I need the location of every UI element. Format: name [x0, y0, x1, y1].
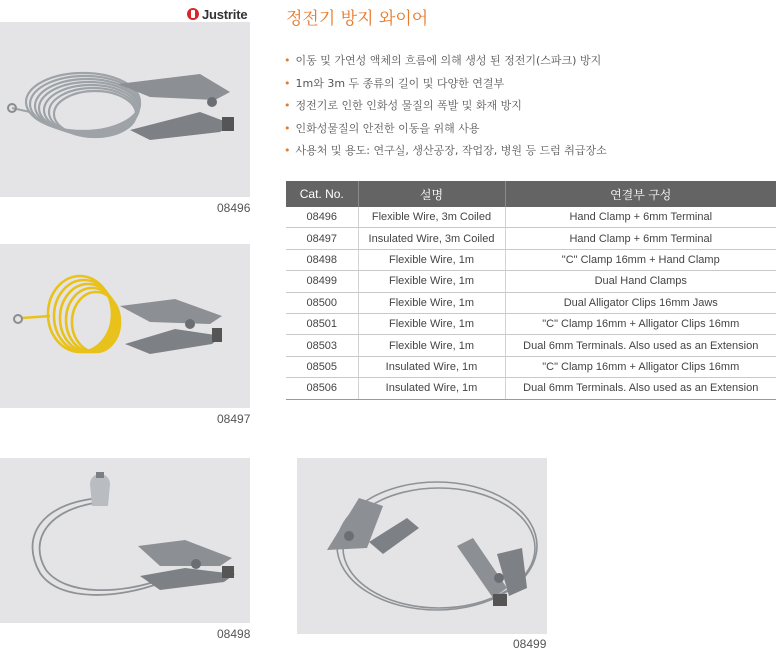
- table-row: [286, 249, 776, 270]
- photo-code-08498: 08498: [217, 627, 251, 641]
- product-photo-08499: [297, 458, 547, 634]
- cell-description: Insulated Wire, 3m Coiled: [358, 228, 505, 249]
- cell-connector: Dual Hand Clamps: [505, 271, 776, 292]
- cell-connector: Hand Clamp + 6mm Terminal: [505, 207, 776, 228]
- feature-text: 사용처 및 용도: 연구실, 생산공장, 작업장, 병원 등 드럼 취급장소: [295, 144, 607, 157]
- photo-code-08496: 08496: [217, 201, 251, 215]
- cell-description: Flexible Wire, 3m Coiled: [358, 207, 505, 228]
- feature-item: [284, 50, 607, 73]
- cell-connector: "C" Clamp 16mm + Alligator Clips 16mm: [505, 356, 776, 377]
- bullet-icon: •: [284, 121, 291, 135]
- brand-logo: [187, 5, 247, 23]
- cell-description: Insulated Wire, 1m: [358, 356, 505, 377]
- cell-cat-no: 08499: [286, 271, 358, 292]
- table-row: [286, 228, 776, 249]
- cell-cat-no: 08506: [286, 378, 358, 399]
- feature-list: [284, 50, 607, 163]
- table-row: [286, 378, 776, 399]
- feature-text: 정전기로 인한 인화성 물질의 폭발 및 화재 방지: [295, 99, 522, 112]
- brand-mark-icon: [187, 8, 199, 20]
- product-photo-08497: [0, 244, 250, 408]
- photo-code-08497: 08497: [217, 412, 251, 426]
- product-photo-08498: [0, 458, 250, 623]
- table-row: [286, 271, 776, 292]
- cell-description: Flexible Wire, 1m: [358, 335, 505, 356]
- page-title: 정전기 방지 와이어: [286, 9, 429, 29]
- feature-text: 인화성물질의 안전한 이동을 위해 사용: [295, 121, 480, 135]
- cell-description: Insulated Wire, 1m: [358, 378, 505, 399]
- brand-name: Justrite: [202, 6, 248, 22]
- feature-text: 1m와 3m 두 종류의 길이 및 다양한 연결부: [295, 76, 505, 90]
- table-row: [286, 292, 776, 313]
- table-row: [286, 356, 776, 377]
- feature-text: 이동 및 가연성 액체의 흐름에 의해 생성 된 정전기(스파크) 방지: [295, 54, 602, 67]
- table-row: [286, 207, 776, 228]
- cell-cat-no: 08498: [286, 249, 358, 270]
- cell-description: Flexible Wire, 1m: [358, 313, 505, 334]
- cell-connector: Dual Alligator Clips 16mm Jaws: [505, 292, 776, 313]
- product-photo-08496: [0, 22, 250, 197]
- cell-connector: Hand Clamp + 6mm Terminal: [505, 228, 776, 249]
- col-header-cat-no: Cat. No.: [286, 181, 358, 207]
- cell-cat-no: 08500: [286, 292, 358, 313]
- spec-table: [286, 181, 776, 400]
- bullet-icon: •: [284, 76, 291, 90]
- bullet-icon: •: [284, 99, 291, 112]
- table-header-row: [286, 181, 776, 207]
- cell-cat-no: 08505: [286, 356, 358, 377]
- cell-cat-no: 08501: [286, 313, 358, 334]
- cell-connector: Dual 6mm Terminals. Also used as an Extension: [505, 335, 776, 356]
- feature-item: [284, 118, 607, 141]
- cell-cat-no: 08496: [286, 207, 358, 228]
- bullet-icon: •: [284, 54, 291, 67]
- cell-description: Flexible Wire, 1m: [358, 249, 505, 270]
- feature-item: [284, 95, 607, 118]
- cell-cat-no: 08497: [286, 228, 358, 249]
- cell-connector: Dual 6mm Terminals. Also used as an Extension: [505, 378, 776, 399]
- cell-cat-no: 08503: [286, 335, 358, 356]
- cell-connector: "C" Clamp 16mm + Alligator Clips 16mm: [505, 313, 776, 334]
- col-header-connector: 연결부 구성: [505, 181, 776, 207]
- cell-description: Flexible Wire, 1m: [358, 271, 505, 292]
- feature-item: [284, 140, 607, 163]
- table-row: [286, 313, 776, 334]
- cell-description: Flexible Wire, 1m: [358, 292, 505, 313]
- cell-connector: "C" Clamp 16mm + Hand Clamp: [505, 249, 776, 270]
- table-row: [286, 335, 776, 356]
- col-header-description: 설명: [358, 181, 505, 207]
- photo-code-08499: 08499: [513, 637, 547, 651]
- feature-item: [284, 73, 607, 96]
- bullet-icon: •: [284, 144, 291, 157]
